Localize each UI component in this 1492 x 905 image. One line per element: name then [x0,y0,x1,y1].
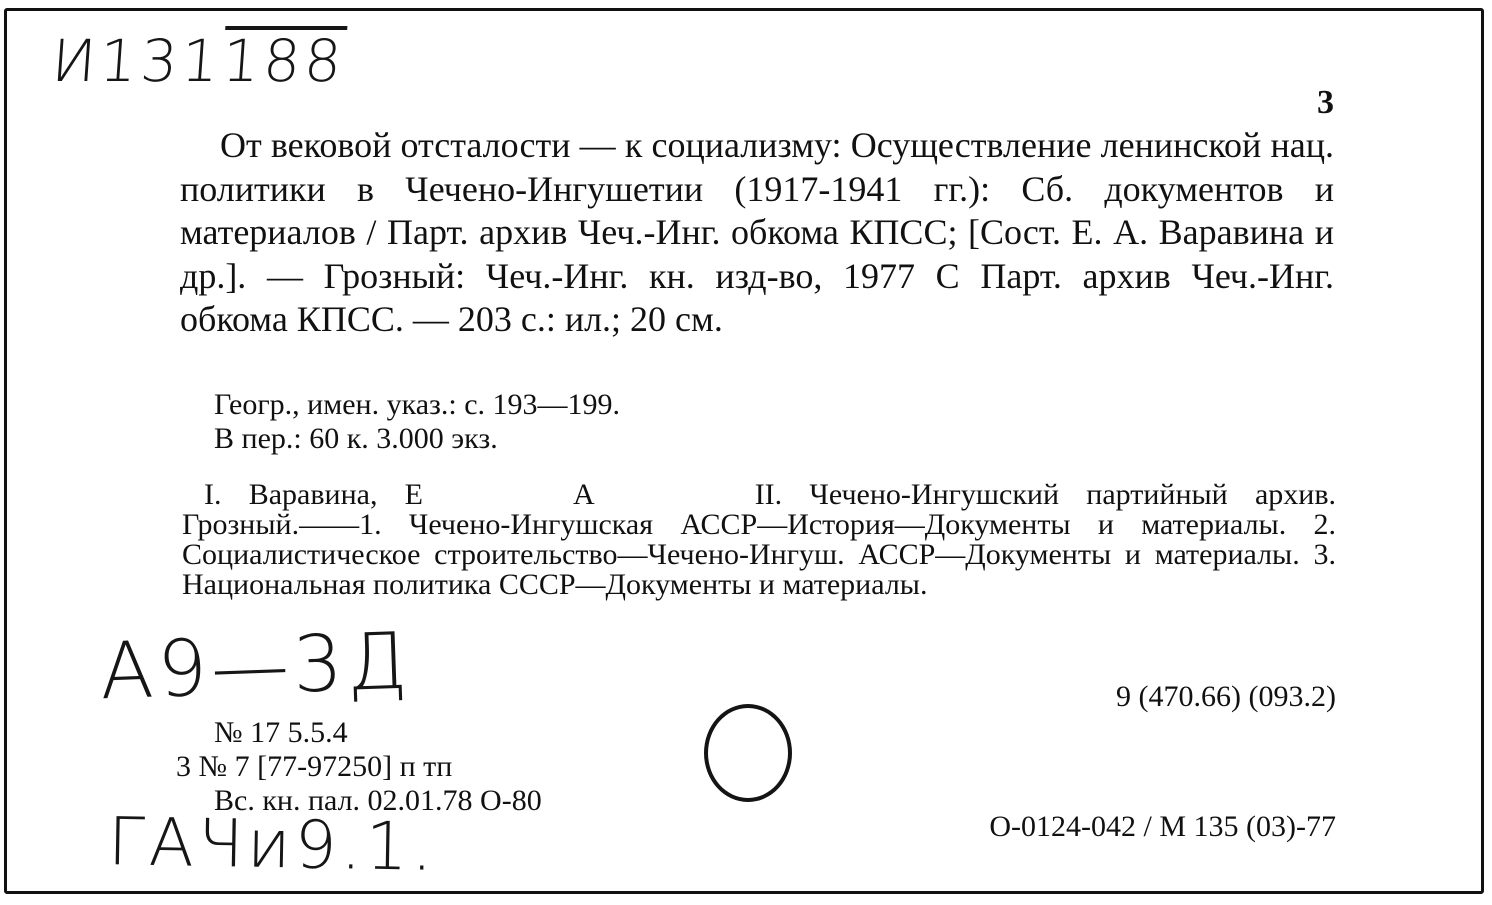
corner-number: 3 [1317,84,1334,121]
note-line: В пер.: 60 к. 3.000 экз. [214,422,498,455]
publication-info [176,716,542,818]
pub-info-line: № 17 5.5.4 [214,716,348,749]
bibliographic-notes [214,388,620,456]
stamp-circle [704,704,792,802]
pub-info-line: Вс. кн. пал. 02.01.78 О-80 [214,784,542,817]
handwritten-shelfmark-prefix: И131 [49,27,225,95]
handwritten-code: А9—3Д [98,616,413,718]
bibliographic-entry: От вековой отсталости — к социализму: Осуществление ленинской нац. политики в Чечено-Ингушетии (1917-1941 гг.): Сб. документов и материалов / Парт. архив Чеч.-Инг. обкома КПСС; [Сост. Е. А. Варавина и др.]. — Грозный: Чеч.-Инг. кн. изд-во, 1977 С Парт. архив Чеч.-Инг. обкома КПСС. — 203 с.: ил.; 20 см. [180,125,1334,339]
tracing-initial: А [573,478,595,511]
handwritten-shelfmark-overlined: 188 [220,27,348,95]
pub-info-line: 3 № 7 [77-97250] п тп [176,750,453,783]
handwritten-archive-code: ГАЧи9.1. [107,803,438,886]
tracing-subjects: II. Чечено-Ингушский партийный архив. Грозный.——1. Чечено-Ингушская АССР—История—Документы и материалы. 2. Социалистическое строительство—Чечено-Ингуш. АССР—Документы и материалы. 3. Национальная политика СССР—Документы и материалы. [182,478,1336,601]
subject-tracings [182,480,1336,600]
publisher-code: О-0124-042 / М 135 (03)-77 [989,810,1336,843]
note-line: Геогр., имен. указ.: с. 193—199. [214,388,621,421]
tracing-author-part: I. Варавина, Е [204,478,424,511]
classification-code: 9 (470.66) (093.2) [1116,680,1336,713]
handwritten-shelfmark [50,26,348,95]
